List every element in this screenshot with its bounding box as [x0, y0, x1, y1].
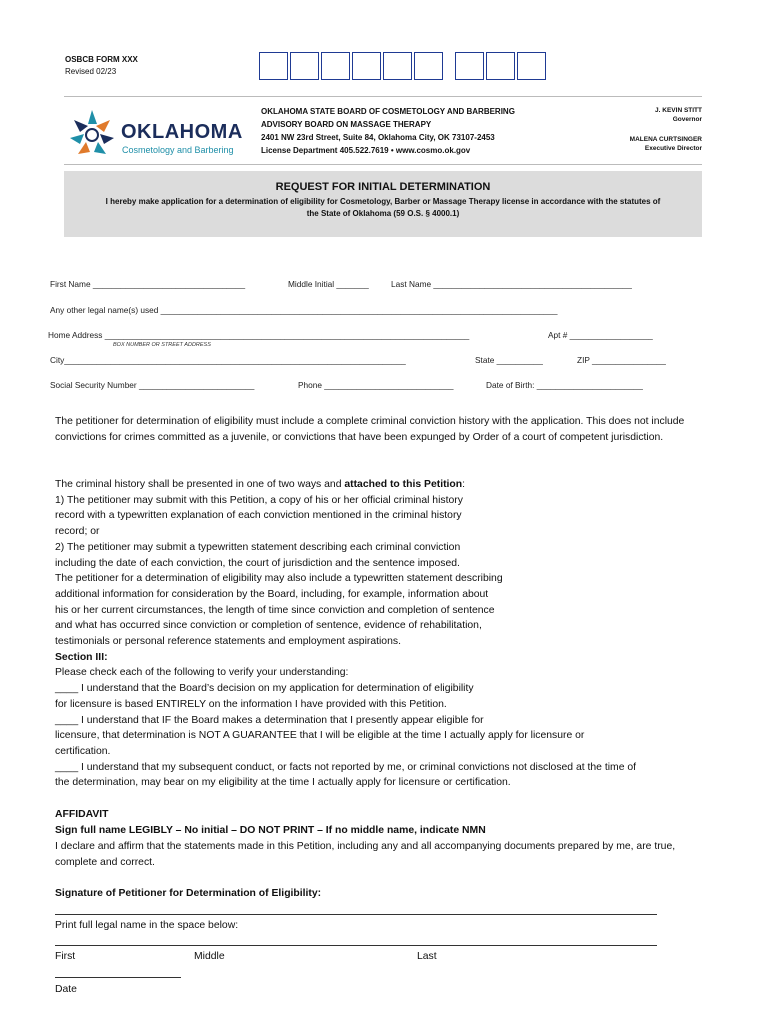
agency-address: 2401 NW 23rd Street, Suite 84, Oklahoma City, OK 73107-2453 [261, 133, 495, 142]
oklahoma-star-logo-icon [66, 108, 118, 158]
director-title: Executive Director [644, 145, 702, 152]
city-field[interactable]: City__________________________________________________________________________ [50, 355, 406, 365]
option-1-line3: record; or [55, 526, 100, 538]
section-heading: Section III: [55, 651, 108, 663]
id-box[interactable] [486, 52, 515, 80]
acknowledgement-3-line1[interactable]: ____ I understand that my subsequent conduct, or facts not reported by me, or criminal convictions not disclosed at the time of [55, 761, 637, 773]
agency-advisory: ADVISORY BOARD ON MASSAGE THERAPY [261, 120, 432, 129]
apt-field[interactable]: Apt # __________________ [548, 330, 653, 340]
affidavit-heading: AFFIDAVIT [55, 809, 109, 820]
page-title: REQUEST FOR INITIAL DETERMINATION [275, 181, 491, 193]
state-field[interactable]: State __________ [475, 355, 543, 365]
zip-field[interactable]: ZIP ________________ [577, 355, 666, 365]
acknowledgement-3-line2: the determination, may bear on my eligibility at the time I actually apply for licensure or certification. [55, 777, 511, 789]
address-hint: BOX NUMBER OR STREET ADDRESS [113, 342, 211, 348]
form-revised: Revised 02/23 [65, 67, 117, 76]
date-label: Date [55, 984, 77, 995]
governor-name: J. KEVIN STITT [655, 107, 702, 114]
additional-info-line4: and what has occurred since conviction or completion of sentence, evidence of rehabilitation, [55, 620, 482, 632]
id-box[interactable] [321, 52, 350, 80]
signature-label: Signature of Petitioner for Determination of Eligibility: [55, 888, 322, 899]
print-name-label: Print full legal name in the space below: [55, 920, 239, 931]
additional-info-line5: testimonials or personal reference statements and employment aspirations. [55, 636, 401, 647]
conviction-history-paragraph: The petitioner for determination of eligibility must include a complete criminal conviction history with the application. This does not include convictions for crimes committed as a juvenile, or convictions that have been expunged by Order of a court of competent jurisdiction. [55, 416, 685, 443]
first-label: First [55, 951, 76, 962]
id-box[interactable] [352, 52, 381, 80]
other-names-field[interactable]: Any other legal name(s) used ______________________________________________________________________________________ [50, 305, 558, 315]
logo-name: OKLAHOMA [121, 121, 243, 143]
affidavit-instruction: Sign full name LEGIBLY – No initial – DO NOT PRINT – If no middle name, indicate NMN [55, 825, 486, 836]
agency-name: OKLAHOMA STATE BOARD OF COSMETOLOGY AND BARBERING [261, 107, 515, 116]
check-instructions: Please check each of the following to verify your understanding: [55, 667, 349, 679]
signature-line[interactable] [55, 914, 657, 915]
application-statement-line2: the State of Oklahoma (59 O.S. § 4000.1) [306, 209, 460, 218]
id-box[interactable] [517, 52, 546, 80]
first-name-field[interactable]: First Name _________________________________ [50, 279, 246, 289]
acknowledgement-2-line2: licensure, that determination is NOT A GUARANTEE that I will be eligible at the time I actually apply for licensure or [55, 730, 585, 742]
form-code: OSBCB FORM XXX [65, 55, 138, 64]
dob-field[interactable]: Date of Birth: _______________________ [486, 380, 643, 390]
governor-title: Governor [672, 116, 702, 123]
id-box[interactable] [259, 52, 288, 80]
ssn-field[interactable]: Social Security Number _________________________ [50, 380, 255, 390]
print-name-line[interactable] [55, 945, 657, 946]
header-bottom-divider [64, 164, 702, 165]
last-label: Last [417, 951, 437, 962]
director-name: MALENA CURTSINGER [629, 136, 702, 143]
middle-initial-field[interactable]: Middle Initial _______ [288, 279, 369, 289]
acknowledgement-1-line2: for licensure is based ENTIRELY on the information I have provided with this Petition. [55, 698, 447, 710]
additional-info-line3: his or her current circumstances, the length of time since conviction and completion of sentence [55, 604, 495, 616]
date-line[interactable] [55, 977, 181, 978]
id-box[interactable] [414, 52, 443, 80]
middle-label: Middle [194, 951, 225, 962]
acknowledgement-2-line3: certification. [55, 745, 111, 757]
affidavit-declaration: I declare and affirm that the statements made in this Petition, including any and all accompanying documents prepared by me, are true, complete and correct. [55, 841, 676, 868]
intro-colon: : [462, 479, 466, 490]
option-1-line1: 1) The petitioner may submit with this Petition, a copy of his or her official criminal history [55, 494, 463, 506]
criminal-history-intro [55, 477, 715, 493]
logo-subtitle: Cosmetology and Barbering [122, 145, 234, 155]
acknowledgement-2-line1[interactable]: ____ I understand that IF the Board makes a determination that I presently appear eligible for [55, 714, 484, 726]
additional-info-line1: The petitioner for a determination of eligibility may also include a typewritten statement describing [55, 573, 503, 585]
intro-text: The criminal history shall be presented in one of two ways and [55, 479, 345, 490]
acknowledgement-1-line1[interactable]: ____ I understand that the Board’s decision on my application for determination of eligibility [55, 683, 474, 695]
id-box[interactable] [383, 52, 412, 80]
id-box[interactable] [455, 52, 484, 80]
home-address-field[interactable]: Home Address _______________________________________________________________________________ [48, 330, 470, 340]
agency-contact: License Department 405.522.7619 • www.cosmo.ok.gov [261, 146, 471, 155]
intro-emphasis: attached to this Petition [344, 479, 463, 490]
additional-info-line2: additional information for consideration by the Board, including, for example, information about [55, 588, 489, 600]
phone-field[interactable]: Phone ____________________________ [298, 380, 454, 390]
option-2-line1: 2) The petitioner may submit a typewritten statement describing each criminal conviction [55, 541, 461, 553]
option-1-line2: record with a typewritten explanation of each conviction mentioned in the criminal history [55, 510, 462, 522]
application-statement-line1: I hereby make application for a determination of eligibility for Cosmetology, Barber or Massage Therapy license in accordance with the statutes of [105, 197, 661, 206]
id-box[interactable] [290, 52, 319, 80]
header-divider [64, 96, 702, 97]
option-2-line2: including the date of each conviction, the court of jurisdiction and the sentence imposed. [55, 557, 460, 569]
last-name-field[interactable]: Last Name ___________________________________________ [391, 279, 632, 289]
